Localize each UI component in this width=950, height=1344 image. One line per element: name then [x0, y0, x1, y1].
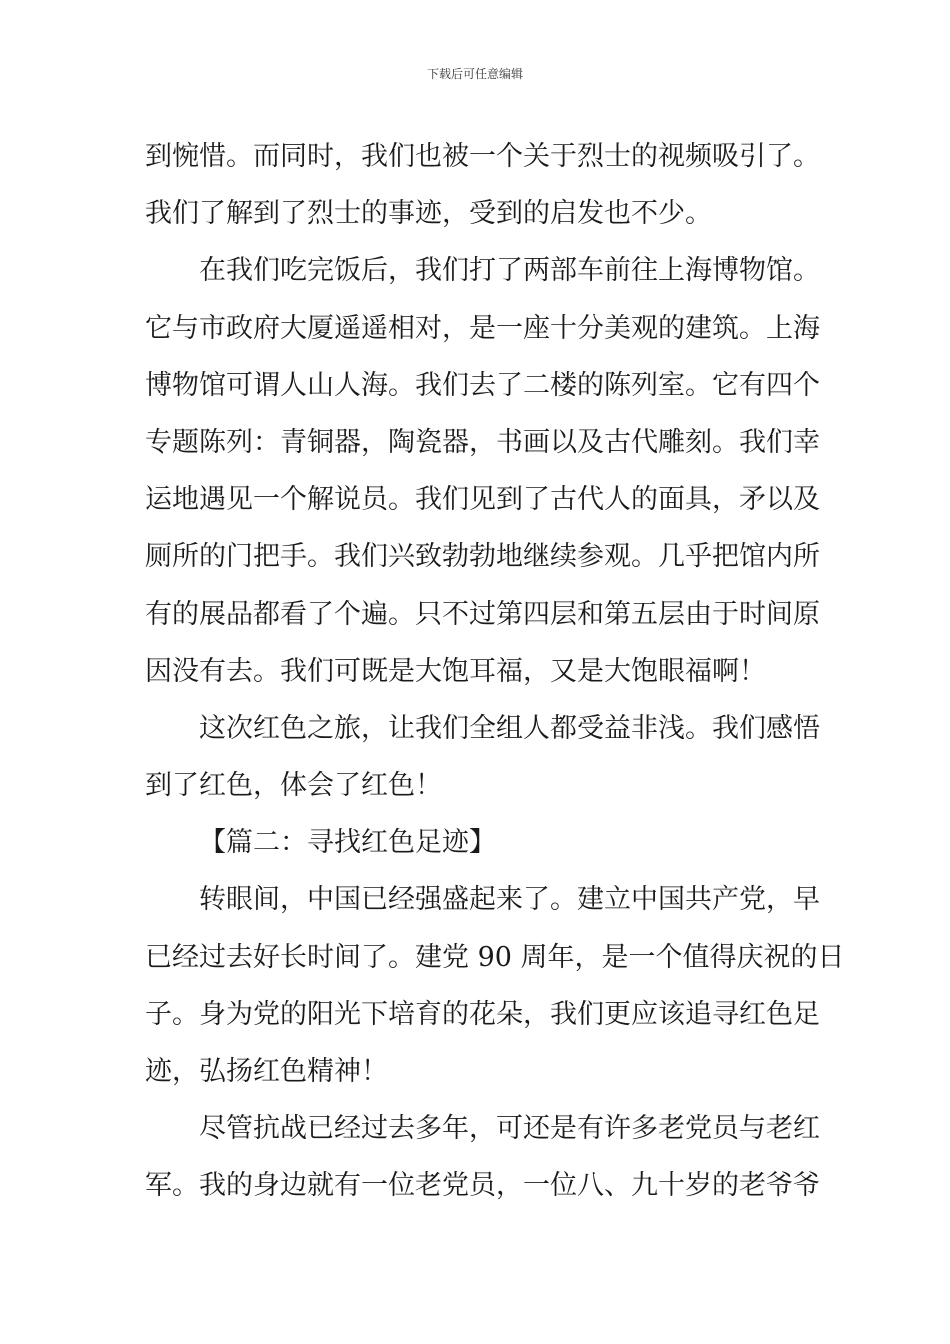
- paragraph-start-line: 在我们吃完饭后，我们打了两部车前往上海博物馆。: [199, 255, 820, 287]
- text-line: 有的展品都看了个遍。只不过第四层和第五层由于时间原: [145, 598, 820, 630]
- section-heading: 【篇二：寻找红色足迹】: [199, 827, 496, 859]
- text-line: 到惋惜。而同时，我们也被一个关于烈士的视频吸引了。: [145, 141, 820, 172]
- text-line: 我们了解到了烈士的事迹，受到的启发也不少。: [145, 198, 712, 230]
- paragraph-start-line: 转眼间，中国已经强盛起来了。建立中国共产党，早: [199, 884, 820, 916]
- text-line: 它与市政府大厦遥遥相对，是一座十分美观的建筑。上海: [145, 312, 820, 344]
- paragraph-start-line: 这次红色之旅，让我们全组人都受益非浅。我们感悟: [199, 712, 820, 744]
- text-line: 专题陈列：青铜器，陶瓷器，书画以及古代雕刻。我们幸: [145, 426, 820, 458]
- page-header: 下载后可任意编辑: [426, 67, 523, 81]
- paragraph-start-line: 尽管抗战已经过去多年，可还是有许多老党员与老红: [199, 1113, 820, 1145]
- text-line: 到了红色，体会了红色！: [145, 770, 442, 802]
- text-line: 子。身为党的阳光下培育的花朵，我们更应该追寻红色足: [145, 998, 820, 1030]
- text-line: 厕所的门把手。我们兴致勃勃地继续参观。几乎把馆内所: [145, 541, 820, 573]
- text-line: 军。我的身边就有一位老党员，一位八、九十岁的老爷爷: [145, 1170, 820, 1202]
- text-line: 运地遇见一个解说员。我们见到了古代人的面具，矛以及: [145, 484, 820, 516]
- text-line: 已经过去好长时间了。建党 90 周年，是一个值得庆祝的日: [145, 941, 845, 973]
- text-line: 因没有去。我们可既是大饱耳福，又是大饱眼福啊！: [145, 655, 766, 687]
- text-line: 博物馆可谓人山人海。我们去了二楼的陈列室。它有四个: [145, 369, 820, 401]
- document-body: [145, 128, 845, 1215]
- text-line: 迹，弘扬红色精神！: [145, 1056, 388, 1087]
